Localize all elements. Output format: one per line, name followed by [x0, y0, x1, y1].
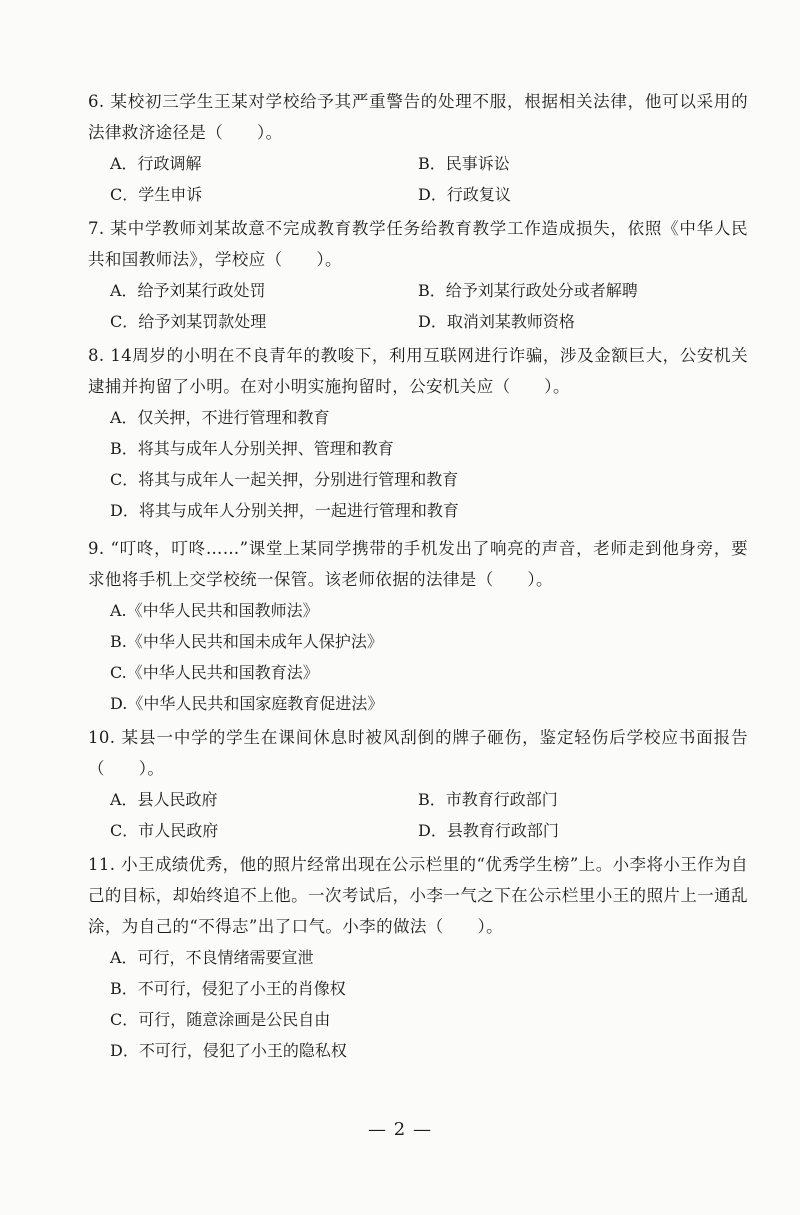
question-text: 小王成绩优秀，他的照片经常出现在公示栏里的“优秀学生榜”上。小李将小王作为自己的目标，却始终追不上他。一次考试后，小李一气之下在公示栏里小王的照片上一通乱涂，为自己的“不得志”出了口气。小李的做法（ ）。 [88, 855, 748, 936]
option-c: C．可行，随意涂画是公民自由 [110, 1010, 331, 1029]
question-number: 10. [88, 728, 116, 747]
option-a: A．仅关押，不进行管理和教育 [110, 408, 330, 427]
question-10 [88, 722, 748, 846]
option-a: A．可行，不良情绪需要宣泄 [110, 948, 314, 967]
question-number: 9. [88, 539, 105, 558]
question-number: 8. [88, 346, 105, 365]
option-b: B．市教育行政部门 [418, 790, 558, 809]
options-list [110, 402, 748, 526]
option-d: D．不可行，侵犯了小王的隐私权 [110, 1041, 347, 1060]
question-stem [88, 86, 748, 148]
question-text: 某中学教师刘某故意不完成教育教学任务给教育教学工作造成损失，依照《中华人民共和国教师法》，学校应（ ）。 [88, 219, 748, 269]
option-b: B．民事诉讼 [418, 154, 510, 173]
question-text: “叮咚，叮咚……”课堂上某同学携带的手机发出了响亮的声音，老师走到他身旁，要求他将手机上交学校统一保管。该老师依据的法律是（ ）。 [88, 539, 748, 589]
option-c: C．市人民政府 [110, 821, 219, 840]
question-number: 7. [88, 219, 105, 238]
options-list [110, 595, 748, 719]
option-b: B．将其与成年人分别关押、管理和教育 [110, 439, 394, 458]
options-list [110, 942, 748, 1066]
option-c: C.《中华人民共和国教育法》 [110, 663, 319, 682]
options-list [110, 784, 748, 846]
option-a: A.《中华人民共和国教师法》 [110, 601, 319, 620]
question-11 [88, 849, 748, 1066]
option-b: B．给予刘某行政处分或者解聘 [418, 281, 638, 300]
option-d: D．县教育行政部门 [418, 821, 559, 840]
question-stem [88, 849, 748, 942]
question-number: 6. [88, 92, 105, 111]
option-b: B．不可行，侵犯了小王的肖像权 [110, 979, 346, 998]
option-a: A．行政调解 [110, 154, 202, 173]
options-list [110, 148, 748, 210]
option-a: A．县人民政府 [110, 790, 218, 809]
question-7 [88, 213, 748, 337]
option-c: C．给予刘某罚款处理 [110, 312, 267, 331]
question-6 [88, 86, 748, 210]
question-text: 某县一中学的学生在课间休息时被风刮倒的牌子砸伤，鉴定轻伤后学校应书面报告（ ）。 [88, 728, 748, 778]
option-c: C．学生申诉 [110, 185, 203, 204]
option-c: C．将其与成年人一起关押，分别进行管理和教育 [110, 470, 459, 489]
question-number: 11. [88, 855, 116, 874]
option-d: D．行政复议 [418, 185, 511, 204]
option-d: D．将其与成年人分别关押，一起进行管理和教育 [110, 501, 459, 520]
question-stem [88, 213, 748, 275]
question-text: 14周岁的小明在不良青年的教唆下，利用互联网进行诈骗，涉及金额巨大，公安机关逮捕并拘留了小明。在对小明实施拘留时，公安机关应（ ）。 [88, 346, 748, 396]
option-d: D.《中华人民共和国家庭教育促进法》 [110, 694, 384, 713]
question-text: 某校初三学生王某对学校给予其严重警告的处理不服，根据相关法律，他可以采用的法律救济途径是（ ）。 [88, 92, 748, 142]
option-a: A．给予刘某行政处罚 [110, 281, 266, 300]
question-stem [88, 722, 748, 784]
option-b: B.《中华人民共和国未成年人保护法》 [110, 632, 383, 651]
option-d: D．取消刘某教师资格 [418, 312, 575, 331]
question-stem [88, 533, 748, 595]
options-list [110, 275, 748, 337]
page-number: — 2 — [368, 1119, 432, 1140]
question-9 [88, 533, 748, 719]
question-stem [88, 340, 748, 402]
question-8 [88, 340, 748, 526]
